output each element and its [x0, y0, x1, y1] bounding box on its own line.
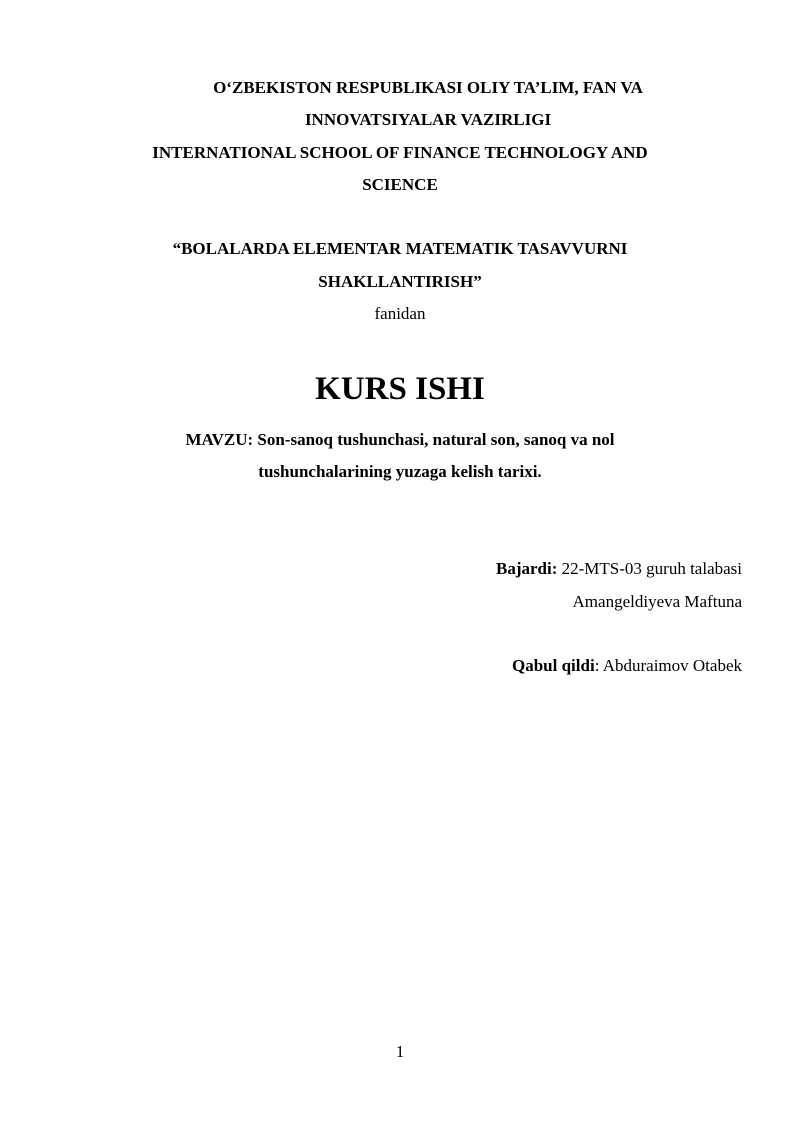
- subject-name-line-1: “BOLALARDA ELEMENTAR MATEMATIK TASAVVURNI: [172, 239, 628, 258]
- supervisor-label: Qabul qildi: [512, 656, 595, 675]
- ministry-name-line-1: O‘ZBEKISTON RESPUBLIKASI OLIY TA’LIM, FAN VA: [213, 78, 643, 97]
- subject-suffix: fanidan: [374, 304, 426, 323]
- ministry-name-line-2: INNOVATSIYALAR VAZIRLIGI: [304, 110, 552, 129]
- document-title: KURS ISHI: [315, 371, 485, 407]
- topic-text-line-1: Son-sanoq tushunchasi, natural son, sanoq va nol: [253, 430, 615, 449]
- performer-line: [496, 559, 742, 579]
- supervisor-name: : Abduraimov Otabek: [594, 656, 742, 675]
- performer-group: 22-MTS-03 guruh talabasi: [557, 559, 742, 578]
- student-name: Amangeldiyeva Maftuna: [572, 592, 742, 611]
- subject-name-line-2: SHAKLLANTIRISH”: [318, 272, 482, 291]
- topic-line-2: tushunchalarining yuzaga kelish tarixi.: [258, 462, 542, 481]
- performer-label: Bajardi:: [496, 559, 558, 578]
- page-number: 1: [395, 1042, 405, 1061]
- topic-line-1: [0, 430, 800, 450]
- supervisor-line: [512, 656, 742, 676]
- school-name-line-1: INTERNATIONAL SCHOOL OF FINANCE TECHNOLOGY AND: [152, 143, 648, 162]
- topic-label: MAVZU:: [185, 430, 254, 449]
- school-name-line-2: SCIENCE: [362, 175, 438, 194]
